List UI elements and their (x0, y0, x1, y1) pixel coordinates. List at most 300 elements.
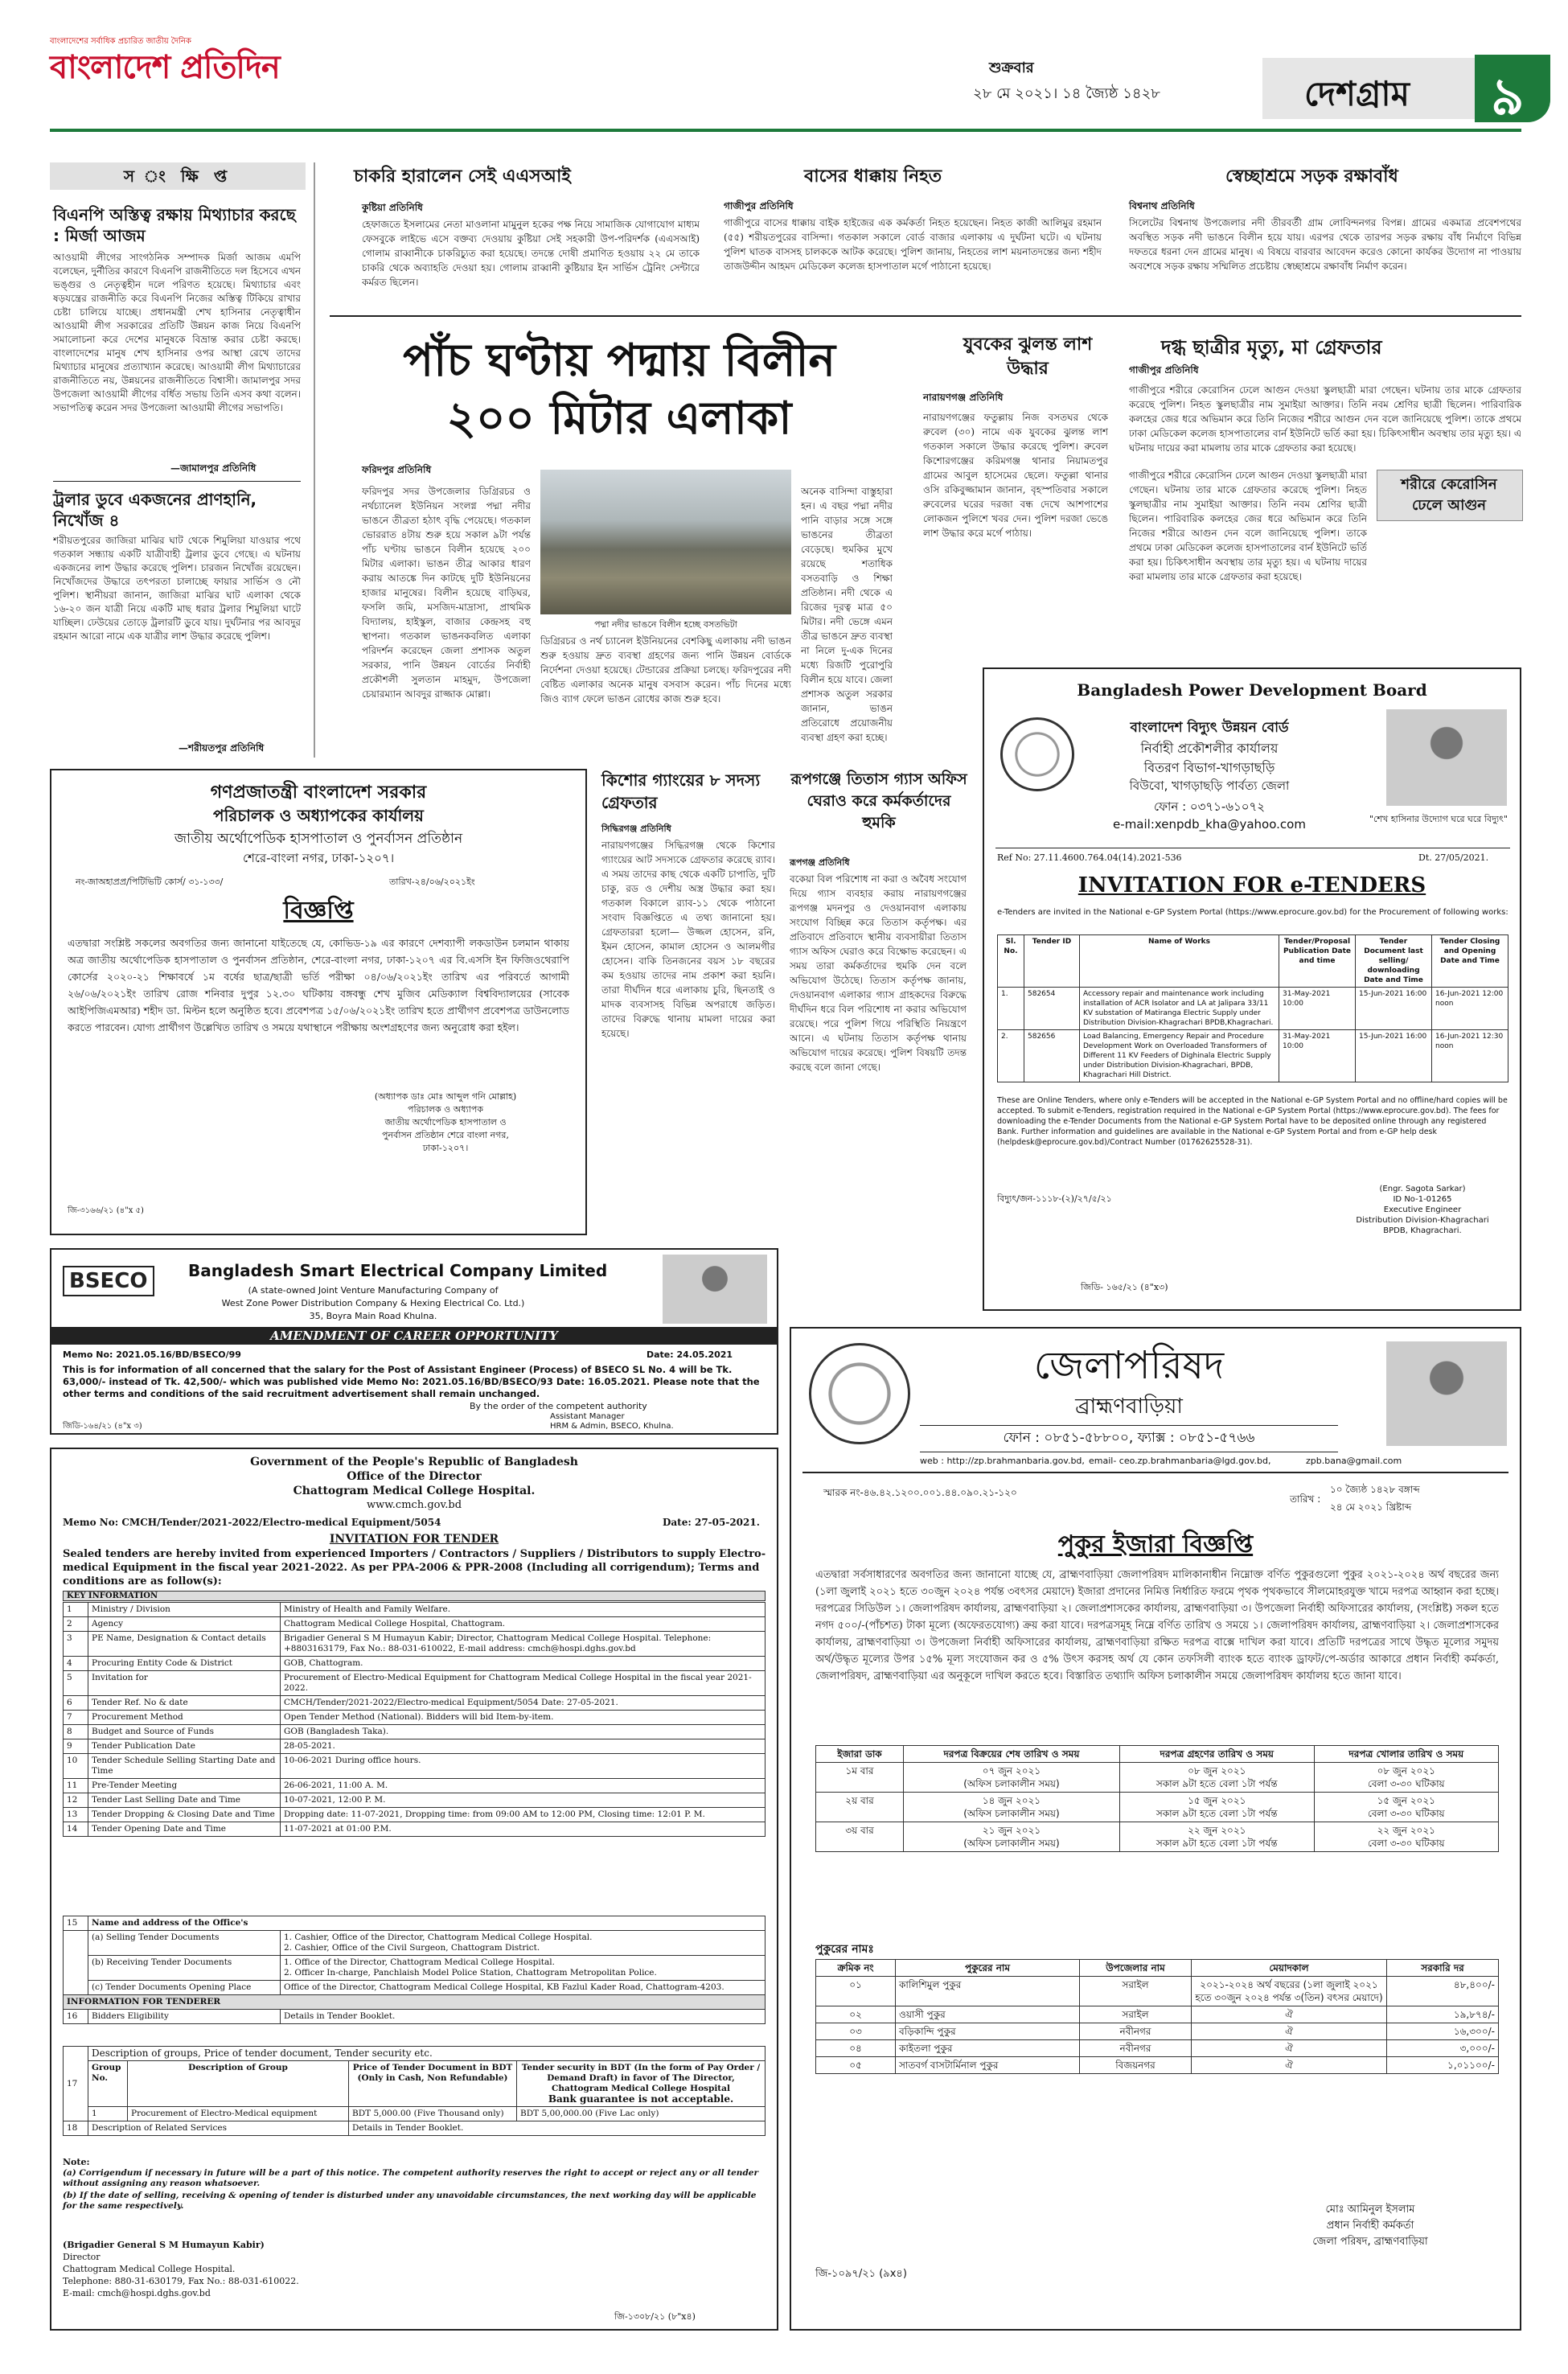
story-gang-title: কিশোর গ্যাংয়ের ৮ সদস্য গ্রেফতার (601, 770, 761, 812)
masthead-logo: বাংলাদেশ প্রতিদিন (50, 49, 280, 86)
bank-note: Bank guarantee is not acceptable. (548, 2093, 734, 2105)
cell: ০৫ (816, 2057, 896, 2074)
ad-bpdb-l4: বিউবো, খাগড়াছড়ি পার্বত্য জেলা (1129, 778, 1290, 793)
ad-cmch-intro: Sealed tenders are hereby invited from experienced Importers / Contractors / Suppliers / Distributors to supply Electro-medical Equipment in the fiscal year 2021-2022. As per PPA-2006 & PPR-2008 (Including all corrigendum); Terms and conditions are as follow(s): (63, 1548, 766, 1587)
ad-cmch-key-info: KEY INFORMATION (63, 1591, 766, 1601)
ad-zp-sig-3: জেলা পরিষদ, ব্রাহ্মণবাড়িয়া (1312, 2236, 1428, 2248)
cell: নবীনগর (1080, 2040, 1192, 2057)
cell: ঐ (1192, 2057, 1387, 2074)
ad-hospital-sig-3: জাতীয় অর্থোপেডিক হাসপাতাল ও (384, 1117, 507, 1127)
ad-bpdb-sig-5: BPDB, Khagrachari. (1383, 1226, 1462, 1235)
table-row (64, 2121, 766, 2136)
story-burnt-dateline: গাজীপুর প্রতিনিধি (1129, 364, 1199, 376)
ad-cmch-h2: Office of the Director (347, 1470, 482, 1483)
cell: 2 (64, 1617, 88, 1632)
cell: ঐ (1192, 2040, 1387, 2057)
ad-zp-date-label: তারিখ : (1290, 1493, 1321, 1505)
cell: 2. (998, 1030, 1024, 1082)
table-row (64, 1711, 766, 1725)
top-story-2-body: গাজীপুরে বাসের ধাক্কায় বাইক হাইজের এক কর্মকর্তা নিহত হয়েছেন। নিহত কাজী আলিমুর রহমান (৫৫) শরীয়তপুরের বাসিন্দা। গতকাল সকালে বোর্ড বাজার এলাকায় এ দুর্ঘটনা ঘটে। এ ঘটনায় পুলিশ ঘাতক বাসসহ চালককে আটক করেছে। পুলিশ জানায়, নিহতের লাশ ময়নাতদন্তের জন্য শহীদ তাজউদ্দীন আহমদ মেডিকেল কলেজ হাসপাতাল মর্গে পাঠানো হয়েছে। (724, 217, 1102, 272)
ad-cmch-h3: Chattogram Medical College Hospital. (293, 1485, 536, 1497)
table-row (64, 1931, 766, 1956)
story-burnt-body-1: গাজীপুরে শরীরে কেরোসিন ঢেলে আগুন দেওয়া স্কুলছাত্রী মারা গেছেন। ঘটনায় তার মাকে গ্রেফতার করেছে পুলিশ। নিহত স্কুলছাত্রীর নাম সুমাইয়া আক্তার। তিনি নবম শ্রেণির ছাত্রী ছিলেন। পারিবারিক কলহের জের ধরে অভিমান করে তিনি নিজের শরীরে আগুন দেন বলে জানিয়েছে পুলিশ। তাকে প্রথমে ঢাকা মেডিকেল কলেজ হাসপাতালের বার্ন ইউনিটে ভর্তি করা হয়। চিকিৎসাধীন অবস্থায় তার মৃত্যু হয়। এ ঘটনায় দায়ের করা মামলায় তার মাকে গ্রেফতার করা হয়েছে। (1129, 384, 1521, 454)
cell: সরাইল (1080, 2006, 1192, 2023)
sidebar-brief (50, 162, 315, 758)
table-row (64, 2107, 766, 2121)
table-row (64, 1739, 766, 1754)
sidebar-header: স ং ক্ষি প্ত (50, 162, 306, 190)
cell: Details in Tender Booklet. (281, 2010, 766, 2024)
cell (816, 1793, 904, 1822)
table-row (64, 1657, 766, 1671)
story-titas-body: বকেয়া বিল পরিশোধ না করা ও অবৈধ সংযোগ দিয়ে গ্যাস ব্যবহার করায় নারায়ণগঞ্জের রূপগঞ্জ মদনপুর ও দেওয়ানবাগ এলাকায় সংযোগ বিচ্ছিন্ন করে তিতাস কর্তৃপক্ষ। এর প্রতিবাদে প্রতিবাদে স্থানীয় ব্যবসায়ীরা তিতাস গ্যাস অফিস ঘেরাও করে বিক্ষোভ করেছেন। এ সময় তারা কর্মকর্তাদের হুমকি দেন বলে অভিযোগ উঠেছে। তিতাস কর্তৃপক্ষ জানায়, দেওয়ানবাগ এলাকার গ্যাস গ্রাহকদের বিরুদ্ধে দীর্ঘদিন ধরে বিল পরিশোধ না করার অভিযোগ রয়েছে। পরে পুলিশ গিয়ে পরিস্থিতি নিয়ন্ত্রণে আনে। এ ঘটনায় তিতাস কর্তৃপক্ষ থানায় অভিযোগ দায়ের করেছে। পুলিশ বিষয়টি তদন্ত করছে বলে জানা গেছে। (790, 873, 967, 1073)
ad-zp-email: email- ceo.zp.brahmanbaria@lgd.gov.bd, (1089, 1456, 1271, 1466)
table-row (64, 1696, 766, 1711)
ad-hospital-line1: গণপ্রজাতন্ত্রী বাংলাদেশ সরকার (210, 782, 427, 803)
story-youth-body: নারায়ণগঞ্জের ফতুল্লায় নিজ বসতঘর থেকে রুবেল (৩০) নামে এক যুবকের ঝুলন্ত লাশ গতকাল সকালে উদ্ধার করেছে পুলিশ। রুবেল কিশোরগঞ্জের করিমগঞ্জ থানার নিয়ামতপুর গ্রামের আবুল হাসেমের ছেলে। ফতুল্লা থানার ওসি রকিবুজ্জামান জানান, বৃহস্পতিবার সকালে রুবেলের ঘরের দরজা বন্ধ দেখে আশপাশের লোকজন পুলিশে খবর দেন। পুলিশ দরজা ভেঙে লাশ উদ্ধার করে মর্গে পাঠায়। (923, 412, 1108, 539)
table-row (64, 1779, 766, 1793)
cell (816, 1822, 904, 1852)
cell: 11 (64, 1779, 88, 1793)
cell: Pre-Tender Meeting (88, 1779, 281, 1793)
cell: 10-07-2021, 12:00 P. M. (281, 1793, 766, 1808)
cell: GOB, Chattogram. (281, 1657, 766, 1671)
cell: Chattogram Medical College Hospital, Chattogram. (281, 1617, 766, 1632)
cell: ঐ (1192, 2006, 1387, 2023)
ad-cmch-offices (63, 1916, 766, 2024)
cell: Budget and Source of Funds (88, 1725, 281, 1739)
top-stories-rule (330, 315, 1521, 317)
ad-bpdb-notes: These are Online Tenders, where only e-Tenders will be accepted in the National e-GP System Portal and no offline/hard copies will be accepted. To submit e-Tenders, registration required in the National e-GP System Portal (https://www.eprocure.gov.bd). The fees for downloading the e-Tender Documents from the National e-GP System Portal have to be deposited online through any registered Bank. Further information and guidelines are available in the National e-GP System Portal and from e-GP help desk (helpdesk@eprocure.gov.bd)/Contract Number (01762625528-31). (997, 1096, 1508, 1147)
cell-line: বেলা ৩-৩০ ঘটিকায় (1367, 1808, 1445, 1819)
top-story-1-body: হেফাজতে ইসলামের নেতা মাওলানা মামুনুল হকের পক্ষ নিয়ে সামাজিক যোগাযোগ মাধ্যম ফেসবুকে লাইভে এসে বক্তব্য দেওয়ায় কুষ্টিয়া সেই সহকারী উপ-পরিদর্শক (এএসআই) গোলাম রাব্বানীকে চাকরিচ্যুত করা হয়েছে। তদন্তে দোষী প্রমাণিত হওয়ায় ২২ মে তাকে চাকরি থেকে অব্যাহতি দেওয়া হয়। গোলাম রাব্বানী কুষ্টিয়ার ইন সার্ভিস ট্রেনিং সেন্টারে কর্মরত ছিলেন। (362, 219, 700, 288)
ad-zp-heading: পুকুর ইজারা বিজ্ঞপ্তি (1057, 1530, 1254, 1559)
cell: 1 (64, 1603, 88, 1617)
ad-bpdb-sig (1338, 1184, 1507, 1236)
cell (904, 1822, 1120, 1852)
ad-cmch-code: জি-১৩০৮/২১ (৮"x৪) (614, 2311, 696, 2322)
cell: ৪৮,৪০০/- (1387, 1977, 1499, 2006)
ad-bpdb-ref: Ref No: 27.11.4600.764.04(14).2021-536 (997, 852, 1182, 863)
cell: Tender Opening Date and Time (88, 1822, 281, 1837)
table-row (816, 1746, 1499, 1763)
cell-line: ০৮ জুন ২০২১ (1377, 1765, 1435, 1776)
cell: 16 (64, 2010, 88, 2024)
table-row (64, 1617, 766, 1632)
table-row (64, 1603, 766, 1617)
ad-hospital-sig-2: পরিচালক ও অধ্যাপক (407, 1104, 483, 1115)
table-row (816, 2023, 1499, 2040)
cell: বিজয়নগর (1080, 2057, 1192, 2074)
table-row (64, 2047, 766, 2061)
table-row (64, 1808, 766, 1822)
cell: Description of Group (128, 2061, 349, 2107)
ad-zila-parishad (790, 1327, 1521, 2331)
top-story-3-body: সিলেটের বিশ্বনাথ উপজেলার নদী তীরবর্তী গ্রাম লোবিন্দনগর বিপন্ন। গ্রামের একমাত্র প্রবেশপথের অবস্থিত সড়ক নদী ভাঙনে বিলীন হয়ে যায়। এরপর থেকে তারপর সড়ক রক্ষায় বাঁধ নির্মাণে বিভিন্ন দফতরে ধরনা দেন গ্রামের মানুষ। এ বিষয়ে বারবার আবেদন করেও কোনো কার্যকর উদ্যোগ না পাওয়ায় অবশেষে সড়ক রক্ষায় সম্মিলিত প্রচেষ্টায় স্বেচ্ছাশ্রমে রক্ষাবাঁধ নির্মাণ করেন। (1129, 217, 1521, 272)
ad-bpdb-table-header (998, 935, 1508, 988)
ad-cmch-groups (63, 2046, 766, 2136)
ad-zp-rule (802, 1472, 1508, 1473)
th: ক্রমিক নং (816, 1960, 896, 1977)
lead-photo-caption: পদ্মা নদীর ভাঙনে বিলীন হচ্ছে বসতভিটা (594, 619, 737, 630)
table-row (64, 1754, 766, 1779)
top-story-2-dateline: গাজীপুর প্রতিনিধি (724, 200, 794, 212)
ad-zp-sig-1: মোঃ আমিনুল ইসলাম (1325, 2204, 1415, 2216)
ad-bpdb-l3: বিতরণ বিভাগ-খাগড়াছড়ি (1143, 760, 1275, 775)
cell: 18 (64, 2121, 88, 2136)
ad-cmch-sig-1: (Brigadier General S M Humayun Kabir) (63, 2240, 265, 2250)
cell: 9 (64, 1739, 88, 1754)
cell: 7 (64, 1711, 88, 1725)
cell: সরাইল (1080, 1977, 1192, 2006)
cell (1314, 1822, 1498, 1852)
table-row (64, 1632, 766, 1657)
cell: 1. (998, 988, 1024, 1030)
th: দরপত্র গ্রহণের তারিখ ও সময় (1119, 1746, 1314, 1763)
cell: Invitation for (88, 1671, 281, 1696)
cell: 17 (64, 2047, 88, 2121)
cell (64, 1931, 88, 1995)
brief2-title: ট্রলার ডুবে একজনের প্রাণহানি, নিখোঁজ ৪ (53, 490, 257, 530)
lead-photo (540, 470, 791, 614)
table-row (64, 2010, 766, 2024)
top-story-2-title: বাসের ধাক্কায় নিহত (804, 166, 942, 187)
cell: 4 (64, 1657, 88, 1671)
ad-hospital-sig-5: ঢাকা-১২০৭। (422, 1143, 469, 1153)
cell: Office of the Director, Chattogram Medical College Hospital, KB Fazlul Kader Road, Chattogram-4203. (281, 1981, 766, 1995)
ad-cmch-sig-5: E-mail: cmch@hospi.dghs.gov.bd (63, 2288, 211, 2298)
brief2-body: শরীয়তপুরের জাজিরা মাঝির ঘাট থেকে শিমুলিয়া যাওয়ার পথে গতকাল সন্ধ্যায় একটি যাত্রীবাহী ট্রলার ডুবে গেছে। এ ঘটনায় একজনের লাশ উদ্ধার করেছে পুলিশ। চারজন নিখোঁজ রয়েছেন। নিখোঁজদের উদ্ধারে তৎপরতা চালাচ্ছে ফায়ার সার্ভিস ও নৌ পুলিশ। স্থানীয়রা জানান, জাজিরা মাঝির ঘাট এলাকা থেকে ১৬-২০ জন যাত্রী নিয়ে একটি মাছ ধরার ট্রলার শিমুলিয়া ঘাটে যাচ্ছিল। ঢেউয়ের তোড়ে ট্রলারটি ডুবে যায়। দুর্ঘটনার পর আবদুর রহমান আরো নামে এক যাত্রীর লাশ উদ্ধার করেছে পুলিশ। (53, 535, 301, 642)
cell: 582656 (1024, 1030, 1080, 1082)
cell: Agency (88, 1617, 281, 1632)
cell: BDT 5,000.00 (Five Thousand only) (349, 2107, 517, 2121)
ad-bpdb-portrait (1386, 709, 1507, 806)
th: পুকুরের নাম (896, 1960, 1080, 1977)
ad-zp-seal (809, 1343, 910, 1444)
ad-hospital-line4: শেরে-বাংলা নগর, ঢাকা-১২০৭। (242, 851, 395, 865)
cell-line: ১৫ জুন ২০২১ (1377, 1795, 1435, 1806)
table-row (816, 2057, 1499, 2074)
cell: Open Tender Method (National). Bidders will bid Item-by-item. (281, 1711, 766, 1725)
ad-hospital-sig-4: পুনর্বাসন প্রতিষ্ঠান শেরে বাংলা নগর, (382, 1130, 509, 1140)
cell: Tender Dropping & Closing Date and Time (88, 1808, 281, 1822)
th: দরপত্র খোলার তারিখ ও সময় (1314, 1746, 1498, 1763)
cell: ৩,০০০/- (1387, 2040, 1499, 2057)
cell: Procurement of Electro-Medical Equipment for Chattogram Medical College Hospital in the fiscal year 2021-2022. (281, 1671, 766, 1696)
th-id: Tender ID (1024, 935, 1080, 988)
ad-bpdb-seal (1000, 717, 1074, 791)
table-row (998, 1030, 1508, 1082)
ad-bseco-sub3: 35, Boyra Main Road Khulna. (309, 1311, 437, 1321)
cell: বড়িকান্দি পুকুর (896, 2023, 1080, 2040)
table-row (64, 1793, 766, 1808)
office-line: 1. Office of the Director, Chattogram Medical College Hospital. (284, 1957, 555, 1967)
ad-zp-sig (1242, 2202, 1499, 2250)
th: উপজেলার নাম (1080, 1960, 1192, 1977)
lead-col3: অনেক বাসিন্দা বাস্তুহারা হন। এ বছর পদ্মা নদীর পানি বাড়ার সঙ্গে সঙ্গে ভাঙনের তীব্রতা বেড়েছে। হুমকির মুখে রয়েছে শতাধিক বসতবাড়ি ও শিক্ষা প্রতিষ্ঠান। নদী থেকে এ রিজের দূরত্ব মাত্র ৫০ মিটার। নদী ভেঙ্গে এমন তীব্র ভাঙনে দ্রুত ব্যবস্থা না নিলে দু-এক দিনের মধ্যে রিজটি পুরোপুরি বিলীন হয়ে যাবে। জেলা প্রশাসক অতুল সরকার জানান, ভাঙন প্রতিরোধে প্রয়োজনীয় ব্যবস্থা গ্রহণ করা হচ্ছে। (801, 486, 893, 743)
lead-title-1: পাঁচ ঘণ্টায় পদ্মায় বিলীন (403, 335, 835, 387)
brief2-byline: —শরীয়তপুর প্রতিনিধি (179, 742, 265, 754)
ad-bpdb-slogan: "শেখ হাসিনার উদ্যোগ ঘরে ঘরে বিদ্যুৎ" (1369, 814, 1508, 824)
story-youth-dateline: নারায়ণগঞ্জ প্রতিনিধি (923, 392, 1004, 403)
cell: 8 (64, 1725, 88, 1739)
section-title: দেশগ্রাম (1304, 74, 1410, 113)
cell: 10-06-2021 During office hours. (281, 1754, 766, 1779)
ad-bpdb-sig-4: Distribution Division-Khagrachari (1356, 1216, 1489, 1225)
ad-hospital (50, 769, 587, 1235)
th-sell: Tender Document last selling/ downloading Date and Time (1356, 935, 1432, 988)
ad-cmch-sig-2: Director (63, 2252, 101, 2262)
story-youth-title: যুবকের ঝুলন্ত লাশ উদ্ধার (963, 335, 1093, 379)
cell: (c) Tender Documents Opening Place (88, 1981, 281, 1995)
ad-cmch-note-head: Note: (63, 2157, 90, 2167)
cell: Dropping date: 11-07-2021, Dropping time: from 09:00 AM to 12:00 PM, Closing time: 12:01 P. M. (281, 1808, 766, 1822)
cell: 15-Jun-2021 16:00 (1356, 1030, 1432, 1082)
lead-col2: ডিগ্রিরচর ও নর্থ চ্যানেল ইউনিয়নের বেশকিছু এলাকায় নদী ভাঙন শুরু হওয়ায় দ্রুত ব্যবস্থা গ্রহণের জন্য পানি উন্নয়ন বোর্ডকে নির্দেশনা দেওয়া হয়েছে। টেন্ডারের প্রক্রিয়া চলছে। ফরিদপুরের নদী বেষ্টিত এলাকার অনেক মানুষ বসবাস করেন। পাঁচ দিনের মধ্যে জিও ব্যাগ ফেলে ভাঙন রোধের কাজ শুরু হবে। (540, 635, 791, 704)
cell: Procurement Method (88, 1711, 281, 1725)
cell: কাইতলা পুকুর (896, 2040, 1080, 2057)
ad-hospital-body: এতদ্বারা সংশ্লিষ্ট সকলের অবগতির জন্য জানানো যাইতেছে যে, কোভিড-১৯ এর কারণে দেশব্যাপী লকডাউন চলমান থাকায় অত্র জাতীয় অর্থোপেডিক হাসপাতাল ও পুনর্বাসন প্রতিষ্ঠান, শেরে-বাংলা নগর, ঢাকা-১২০৭ এর বি.এসসি ইন ফিজিওথেরাপি কোর্সের ২০২০-২১ শিক্ষাবর্ষে ১ম বর্ষের ছাত্র/ছাত্রী ভর্তি পরীক্ষা ০৪/০৬/২০২১ইং তারিখ এর পরিবর্তে আগামী ২৬/০৬/২০২১ইং তারিখ রোজ শনিবার দুপুর ১২.৩০ ঘটিকায় বঙ্গবন্ধু শেখ মুজিব মেডিক্যাল বিশ্ববিদ্যালয়ের (সাবেক আইপিজিএমআর) শহীদ ডা. মিল্টন হলে অনুষ্ঠিত হবে। প্রবেশপত্র ১৫/০৬/২০২১ইং তারিখ হতে প্রার্থীগণ প্রবেশপত্র ডাউনলোড করতে পারবেন। যোগ্য প্রার্থীগণ উল্লেখিত তারিখ ও সময়ে যথাস্থানে পরীক্ষায় অংশগ্রহণের জন্য অনুরোধ করা হইল। (68, 937, 569, 1033)
ad-bpdb-date: Dt. 27/05/2021. (1418, 852, 1489, 863)
ad-bseco-sig2: HRM & Admin, BSECO, Khulna. (550, 1422, 674, 1431)
cell-line: ২য় বার (845, 1795, 874, 1806)
cell (816, 1763, 904, 1793)
brief1-body: আওয়ামী লীগের সাংগঠনিক সম্পাদক মির্জা আজম এমপি বলেছেন, দুর্নীতির কারণে বিএনপি রাজনীতিতে দল হিসেবে এখন ভঙ্গুর ও নেতৃত্বহীন দলে পরিণত হয়েছে। মিথ্যাচার এবং ষড়যন্ত্রের রাজনীতি করে বিএনপি নিজের অস্তিত্ব টিকিয়ে রাখার চেষ্টা চালিয়ে যাচ্ছে। প্রধানমন্ত্রী শেখ হাসিনার নেতৃত্বাধীন আওয়ামী লীগ সরকারের প্রতিটি উন্নয়ন কাজ নিয়ে বিএনপি সমালোচনা করে দেশের মানুষকে বিভ্রান্ত করার চেষ্টা করছে। বাংলাদেশের মানুষ শেখ হাসিনার ওপর আস্থা রেখে তাদের মিথ্যাচার মানুষের প্রত্যাখ্যান করেছে। আওয়ামী লীগ মিথ্যাচারের রাজনীতিতে নয়, উন্নয়নের রাজনীতিতে বিশ্বাসী। জামালপুর সদর উপজেলা আওয়ামী লীগের বর্ধিত সভায় তিনি এসব কথা বলেন। সভাপতিত্ব করেন সদর উপজেলা আওয়ামী লীগের সভাপতি। (53, 252, 301, 413)
cell: Load Balancing, Emergency Repair and Procedure Development Work on Overloaded Transformers of Different 11 KV Feeders of Dighinala Electric Supply under Distribution Division-Khagrachari, BPDB, Khagrachari Hill District. (1080, 1030, 1279, 1082)
cell: Description of Related Services (88, 2121, 349, 2136)
cell: BDT 5,00,000.00 (Five Lac only) (517, 2107, 766, 2121)
th: ইজারা ডাক (816, 1746, 904, 1763)
table-row (816, 1822, 1499, 1852)
ad-hospital-sig (317, 1090, 574, 1155)
cell: 1 (88, 2107, 128, 2121)
ad-zp-email2: zpb.bana@gmail.com (1306, 1456, 1402, 1466)
ad-bseco-sub2: West Zone Power Distribution Company & Hexing Electrical Co. Ltd.) (221, 1298, 525, 1308)
ad-cmch-memo: Memo No: CMCH/Tender/2021-2022/Electro-medical Equipment/5054 (63, 1517, 441, 1528)
top-story-3-dateline: বিশ্বনাথ প্রতিনিধি (1129, 200, 1195, 212)
lead-dateline: ফরিদপুর প্রতিনিধি (362, 464, 432, 475)
ad-zp-date2: ২৪ মে ২০২১ খ্রিষ্টাব্দ (1330, 1501, 1412, 1513)
ad-bpdb-email: e-mail:xenpdb_kha@yahoo.com (1113, 817, 1306, 832)
ad-bpdb-memo: বিদ্যুৎ/জন-১১১৮-(২)/২৭/৫/২১ (997, 1193, 1112, 1204)
th: দরপত্র বিক্রয়ের শেষ তারিখ ও সময় (904, 1746, 1120, 1763)
cell: Ministry / Division (88, 1603, 281, 1617)
story-titas-dateline: রূপগঞ্জ প্রতিনিধি (790, 857, 850, 868)
cell-line: ১ম বার (845, 1765, 874, 1776)
ad-bseco-memo: Memo No: 2021.05.16/BD/BSECO/99 (63, 1349, 241, 1360)
ad-bpdb-phone: ফোন : ০৩৭১-৬১০৭২ (1153, 799, 1266, 814)
ad-zp-web: web : http://zp.brahmanbaria.gov.bd, (920, 1456, 1085, 1466)
ad-bpdb-sig-3: Executive Engineer (1383, 1205, 1462, 1214)
cell (281, 1956, 766, 1981)
ad-zp-memo: স্মারক নং-৪৬.৪২.১২০০.০০১.৪৪.০৯০.২১-১২০ (823, 1487, 1017, 1498)
office-line: 2. Officer In-charge, Panchlaish Model Police Station, Chattogram Metropolitan Police. (284, 1968, 657, 1978)
cell: Description of groups, Price of tender document, Tender security etc. (88, 2047, 766, 2061)
ad-zp-body: এতদ্বারা সর্বসাধারণের অবগতির জন্য জানানো যাচ্ছে যে, ব্রাহ্মণবাড়িয়া জেলাপরিষদ মালিকানাধীন নিম্নোক্ত বর্ণিত পুকুরগুলো পুকুর ২০২১-২০২৪ অর্থ বছরের জন্য (১লা জুলাই ২০২১ হতে ৩০জুন ২০২৪ পর্যন্ত ৩বৎসর মেয়াদে) ইজারা প্রদানের নিমিত্ত নির্ধারিত ফরমে পৃথক পৃথকভাবে সীলমোহরযুক্ত খামে দরপত্র আহ্বান করা হচ্ছে। দরপত্রের সিডিউল ১। জেলাপরিষদ কার্যালয়, ব্রাহ্মণবাড়িয়া ২। জেলাপ্রশাসকের কার্যালয়, ব্রাহ্মণবাড়িয়া ৩। উপজেলা নির্বাহী অফিসারের কার্যালয়, (সংশ্লিষ্ট) সকল হতে নগদ ৫০০/-(পাঁচশত) টাকা মূল্যে (অফেরতযোগ্য) ক্রয় করা যাবে। দরপত্রসমূহ নিম্নে বর্ণিত তারিখ ও সময়ে ১। জেলাপরিষদ কার্যালয়, ব্রাহ্মণবাড়িয়া ২। জেলাপ্রশাসকের কার্যালয়, ব্রাহ্মণবাড়িয়া ৩। উপজেলা নির্বাহী অফিসারের কার্যালয়, ব্রাহ্মণবাড়িয়া রক্ষিত দরপত্র বাক্সে দাখিল করা যাবে। প্রতিটি দরপত্রের সাথে উদ্ধৃত মূল্যের সমুদয় অর্থ/উদ্ধৃত মূল্যের উপর ১৫% মূল্য সংযোজন কর ও ৫% উৎস করসহ অর্থ যে কোন তফসিলী ব্যাংক হতে ব্যাংক ড্রাফট/পে-অর্ডার আকারে প্রধান নির্বাহী কর্মকর্তা, জেলাপরিষদ, ব্রাহ্মণবাড়িয়া এর অনুকূলে দাখিল করতে হবে। বিস্তারিত তথ্যাদি অফিস চলাকালীন সময়ে জেলাপরিষদ কার্যালয় হতে জানা যাবে। (815, 1569, 1499, 1682)
cell: ০২ (816, 2006, 896, 2023)
cell-line: বেলা ৩-৩০ ঘটিকায় (1367, 1838, 1445, 1849)
story-titas-title: রূপগঞ্জে তিতাস গ্যাস অফিস ঘেরাও করে কর্মকর্তাদের হুমকি (790, 770, 967, 832)
cell-line: ২২ জুন ২০২১ (1188, 1825, 1246, 1836)
top-story-3-title: স্বেচ্ছাশ্রমে সড়ক রক্ষাবাঁধ (1225, 166, 1398, 187)
story-burnt-title: দগ্ধ ছাত্রীর মৃত্যু, মা গ্রেফতার (1161, 336, 1382, 359)
ad-bpdb-l2: নির্বাহী প্রকৌশলীর কার্যালয় (1140, 741, 1279, 756)
ad-cmch-sig-3: Chattogram Medical College Hospital. (63, 2264, 236, 2274)
cell (904, 1763, 1120, 1793)
cell: 12 (64, 1793, 88, 1808)
cell (1314, 1763, 1498, 1793)
story-gang-body: নারায়ণগঞ্জের সিদ্ধিরগঞ্জ থেকে কিশোর গ্যাংয়ের আট সদস্যকে গ্রেফতার করেছে র‍্যাব। এ সময় তাদের কাছ থেকে একটি চাপাতি, দুটি চাকু, রড ও দেশীয় অস্ত্র উদ্ধার করা হয়। গতকাল বিকালে র‍্যাব-১১ থেকে পাঠানো সংবাদ বিজ্ঞপ্তিতে এ তথ্য জানানো হয়। গ্রেফতাররা হলো— উজ্জল হোসেন, রনি, ইমন হোসেন, কামাল হোসেন ও আলমগীর হোসেন। বাকি তিনজনের বয়স ১৮ বছরের কম হওয়ায় তাদের নাম প্রকাশ করা হয়নি। তারা দীর্ঘদিন ধরে এলাকায় চুরি, ছিনতাই ও মাদক ব্যবসাসহ বিভিন্ন অপরাধে জড়িত। তাদের বিরুদ্ধে থানায় মামলা দায়ের করা হয়েছে। (601, 840, 775, 1039)
cell: ২০২১-২০২৪ অর্থ বছরের (১লা জুলাই ২০২১ হতে ৩০জুন ২০২৪ পর্যন্ত ৩(তিন) বৎসর মেয়াদে) (1192, 1977, 1387, 2006)
ad-cmch-note-a: (a) Corrigendum if necessary in future will be a part of this notice. The competent authority reserves the right to accept or reject any or all tender without assigning any reason whatsoever. (63, 2168, 758, 2188)
cell: (a) Selling Tender Documents (88, 1931, 281, 1956)
ad-cmch-note-b: (b) If the date of selling, receiving & opening of tender is disturbed under any unavoidable circumstances, the next working day will be applicable for the same respectively. (63, 2191, 757, 2211)
cell: ০৩ (816, 2023, 896, 2040)
ad-zp-date1: ১০ জ্যৈষ্ঠ ১৪২৮ বঙ্গাব্দ (1330, 1484, 1420, 1495)
ad-hospital-line2: পরিচালক ও অধ্যাপকের কার্যালয় (213, 806, 424, 825)
table-row (816, 2006, 1499, 2023)
cell: 31-May-2021 10:00 (1279, 1030, 1356, 1082)
lead-title-2: ২০০ মিটার এলাকা (446, 392, 792, 445)
cell: Procuring Entity Code & District (88, 1657, 281, 1671)
cell: Brigadier General S M Humayun Kabir; Director, Chattogram Medical College Hospital. Telephone: +8803163179, Fax No.: 88-031-610022, E-mail address: cmch@hospi.dghs.gov.bd (281, 1632, 766, 1657)
ad-hospital-line3: জাতীয় অর্থোপেডিক হাসপাতাল ও পুনর্বাসন প্রতিষ্ঠান (174, 831, 463, 847)
cell: Group No. (88, 2061, 128, 2107)
table-row (64, 1822, 766, 1837)
masthead-date: ২৮ মে ২০২১। ১৪ জ্যৈষ্ঠ ১৪২৮ (973, 85, 1160, 102)
ad-cmch-sig-4: Telephone: 880-31-630179, Fax No.: 88-031-610022. (63, 2276, 299, 2286)
cell: সাতবর্গ বাসটার্মিনাল পুকুর (896, 2057, 1080, 2074)
ad-hospital-sig-1: (অধ্যাপক ডাঃ মোঃ আব্দুল গনি মোল্লাহ) (374, 1091, 517, 1102)
story-gang (601, 769, 778, 1235)
cell: 15 (64, 1916, 88, 1931)
ad-bseco-title: Bangladesh Smart Electrical Company Limited (188, 1261, 608, 1280)
cell (1119, 1822, 1314, 1852)
ad-bseco-code: জিডি-১৬৪/২১ (৪"x ৩) (63, 1422, 142, 1431)
ad-zp-portrait (1386, 1341, 1507, 1446)
cell-line: বেলা ৩-৩০ ঘটিকায় (1367, 1778, 1445, 1789)
ad-cmch-date: Date: 27-05-2021. (663, 1517, 760, 1528)
cell: ওয়াসী পুকুর (896, 2006, 1080, 2023)
table-row (64, 1671, 766, 1696)
lead-col1: ফরিদপুর সদর উপজেলার ডিগ্রিরচর ও নর্থচ্যানেল ইউনিয়ন সংলগ্ন পদ্মা নদীর ভাঙনে তীব্রতা হঠাৎ বৃদ্ধি পেয়েছে। গতকাল ভোররাত ৪টায় শুরু হয়ে সকাল ৯টা পর্যন্ত পাঁচ ঘণ্টায় ভাঙনে বিলীন হয়েছে ২০০ মিটার এলাকা। ভাঙন তীব্র আকার ধারণ করায় আতঙ্কে দিন কাটছে দুটি ইউনিয়নের হাজার মানুষের। বিলীন হয়েছে বাড়িঘর, ফসলি জমি, মসজিদ-মাদ্রাসা, প্রাথমিক বিদ্যালয়, হাইস্কুল, বাজার কেন্দ্রসহ বহু স্থাপনা। গতকাল ভাঙনকবলিত এলাকা পরিদর্শন করেছেন জেলা প্রশাসক অতুল সরকার, পানি উন্নয়ন বোর্ডের নির্বাহী প্রকৌশলী সুলতান মাহমুদ, উপজেলা চেয়ারম্যান আবদুর রাজ্জাক মোল্লা। (362, 486, 531, 700)
top-story-1 (330, 162, 708, 323)
ad-bpdb-sig-2: ID No-1-01265 (1393, 1195, 1452, 1204)
cell (1314, 1793, 1498, 1822)
table-row (816, 1793, 1499, 1822)
table-row (64, 1981, 766, 1995)
cell: কালিশিমুল পুকুর (896, 1977, 1080, 2006)
ad-hospital-date: তারিখ-২৪/০৬/২০২১ইং (389, 877, 475, 887)
cell-line: সকাল ৯টা হতে বেলা ১টা পর্যন্ত (1155, 1808, 1278, 1819)
cell: Tender Last Selling Date and Time (88, 1793, 281, 1808)
th: মেয়াদকাল (1192, 1960, 1387, 1977)
cell-line: (অফিস চলাকালীন সময়) (963, 1808, 1060, 1819)
cell: 14 (64, 1822, 88, 1837)
cell: CMCH/Tender/2021-2022/Electro-medical Equipment/5054 Date: 27-05-2021. (281, 1696, 766, 1711)
ad-bseco-sub1: (A state-owned Joint Venture Manufacturing Company of (248, 1285, 499, 1296)
top-story-3 (1129, 162, 1521, 323)
brief1-byline: —জামালপুর প্রতিনিধি (170, 462, 257, 474)
cell: Price of Tender Document in BDT (Only in Cash, Non Refundable) (349, 2061, 517, 2107)
story-burnt-body-2: গাজীপুরে শরীরে কেরোসিন ঢেলে আগুন দেওয়া স্কুলছাত্রী মারা গেছেন। ঘটনায় তার মাকে গ্রেফতার করেছে পুলিশ। নিহত স্কুলছাত্রীর নাম সুমাইয়া আক্তার। তিনি নবম শ্রেণির ছাত্রী ছিলেন। পারিবারিক কলহের জের ধরে অভিমান করে তিনি নিজের শরীরে আগুন দেন বলে জানিয়েছে পুলিশ। তাকে প্রথমে ঢাকা মেডিকেল কলেজ হাসপাতালের বার্ন ইউনিটে ভর্তি করা হয়। চিকিৎসাধীন অবস্থায় তার মৃত্যু হয়। এ ঘটনায় দায়ের করা মামলায় তার মাকে গ্রেফতার করা হয়েছে। (1129, 470, 1367, 582)
cell (1119, 1793, 1314, 1822)
cell-line: ২১ জুন ২০২১ (982, 1825, 1041, 1836)
cell-line: ১৫ জুন ২০২১ (1188, 1795, 1246, 1806)
cell (904, 1793, 1120, 1822)
ad-zp-pond-label: পুকুরের নামঃ (815, 1943, 874, 1956)
ad-zp-code: জি-১০৯৭/২১ (৯x৪) (815, 2268, 907, 2280)
ad-bpdb-l1: বাংলাদেশ বিদ্যুৎ উন্নয়ন বোর্ড (1130, 720, 1289, 736)
cell: Details in Tender Booklet. (349, 2121, 766, 2136)
page-number: ৯ (1491, 68, 1525, 127)
cell: 5 (64, 1671, 88, 1696)
ad-bpdb (983, 667, 1521, 1311)
ad-cmch (50, 1448, 778, 2331)
cell: PE Name, Designation & Contact details (88, 1632, 281, 1657)
cell: Procurement of Electro-Medical equipment (128, 2107, 349, 2121)
ad-hospital-code: জি-৩১৬৬/২১ (৪"x ৫) (68, 1206, 144, 1215)
cell: Ministry of Health and Family Welfare. (281, 1603, 766, 1617)
ad-cmch-table (63, 1602, 766, 1837)
table-row (64, 2061, 766, 2107)
cell-line: ২২ জুন ২০২১ (1377, 1825, 1435, 1836)
cell: Bidders Eligibility (88, 2010, 281, 2024)
cell: Accessory repair and maintenance work including installation of ACR Isolator and LA at Jalipara 33/11 KV substation of Matiranga Electric Supply under Distribution Division-Khagrachari BPDB,Khagrachari. (1080, 988, 1279, 1030)
cell: 26-06-2021, 11:00 A. M. (281, 1779, 766, 1793)
ad-bseco-logo: BSECO (63, 1266, 154, 1296)
office-line: 1. Cashier, Office of the Director, Chattogram Medical College Hospital. (284, 1932, 593, 1942)
ad-bseco-date: Date: 24.05.2021 (646, 1349, 733, 1360)
ad-bpdb-title: Bangladesh Power Development Board (1077, 680, 1427, 700)
story-burnt-pullquote: শরীরে কেরোসিন ঢেলে আগুন (1401, 476, 1497, 514)
top-story-2 (724, 162, 1110, 323)
ad-bseco-sig1: Assistant Manager (550, 1412, 625, 1421)
ad-bpdb-heading: INVITATION FOR e-TENDERS (1077, 873, 1426, 897)
cell: 6 (64, 1696, 88, 1711)
ad-bseco-banner: AMENDMENT OF CAREER OPPORTUNITY (51, 1327, 777, 1345)
cell-line: ১৪ জুন ২০২১ (982, 1795, 1041, 1806)
cell-line: (অফিস চলাকালীন সময়) (963, 1838, 1060, 1849)
cell: Tender Publication Date (88, 1739, 281, 1754)
ad-cmch-sig (63, 2239, 400, 2299)
cell (281, 1931, 766, 1956)
ad-bpdb-table (997, 934, 1508, 1082)
lead-story (330, 333, 893, 759)
cell: Tender Ref. No & date (88, 1696, 281, 1711)
th-sl: Sl. No. (998, 935, 1024, 988)
masthead-rule (50, 129, 1521, 132)
brief1-title: বিএনপি অস্তিত্ব রক্ষায় মিথ্যাচার করছে : মির্জা আজম (53, 205, 296, 245)
table-row (998, 988, 1508, 1030)
th-pub: Tender/Proposal Publication Date and time (1279, 935, 1356, 988)
cell-line: ০৮ জুন ২০২১ (1188, 1765, 1246, 1776)
cell: 15-Jun-2021 16:00 (1356, 988, 1432, 1030)
cell-line: (অফিস চলাকালীন সময়) (963, 1778, 1060, 1789)
cell: ১৬,৩০০/- (1387, 2023, 1499, 2040)
top-story-1-title: চাকরি হারালেন সেই এএসআই (354, 166, 571, 187)
cell: 28-05-2021. (281, 1739, 766, 1754)
th-works: Name of Works (1080, 935, 1279, 988)
cell: Name and address of the Office's (88, 1916, 766, 1931)
table-row (64, 1916, 766, 1931)
cell-line: সকাল ৯টা হতে বেলা ১টা পর্যন্ত (1155, 1838, 1278, 1849)
ad-bpdb-code: জিডি- ১৬৫/২১ (৪"x৩) (1081, 1282, 1168, 1292)
cell: 582654 (1024, 988, 1080, 1030)
ad-hospital-ref: নং-জাঅহাপ্রপ্র/পিটিভিটি কোর্স/ ৩১-১৩৩/ (76, 877, 224, 887)
masthead-day: শুক্রবার (989, 60, 1034, 76)
cell: ঐ (1192, 2023, 1387, 2040)
